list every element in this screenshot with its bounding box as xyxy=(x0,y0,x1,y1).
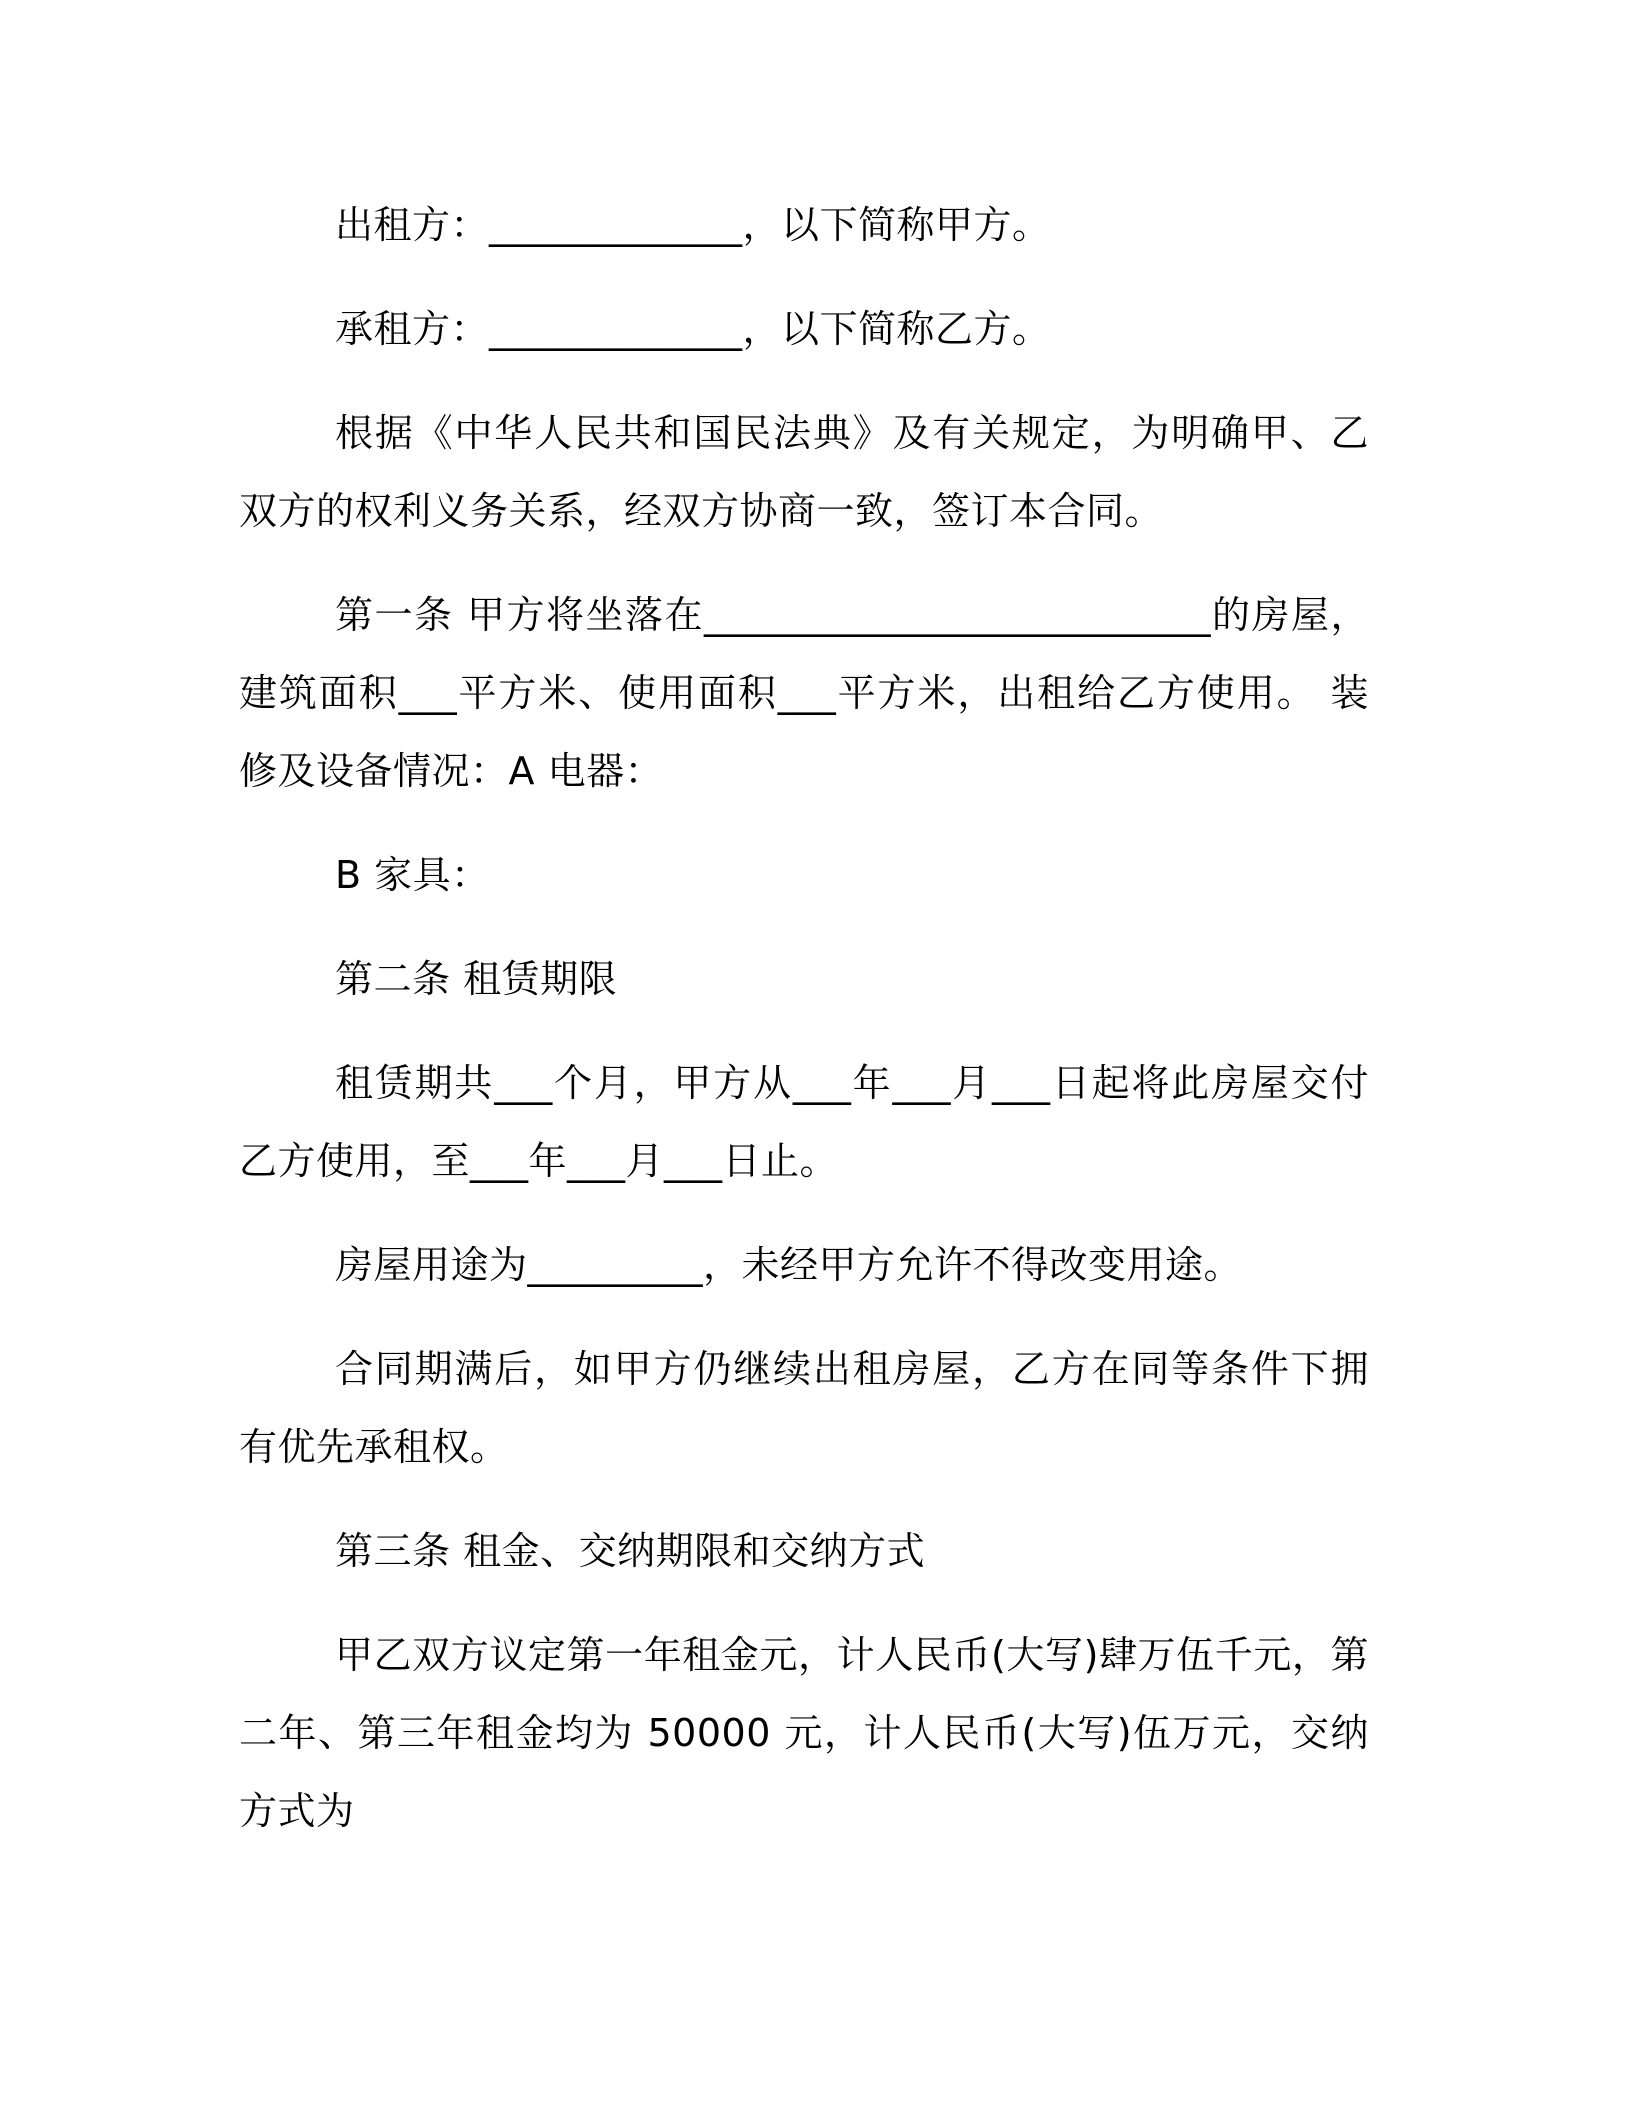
paragraph-rent-amount: 甲乙双方议定第一年租金元，计人民币(大写)肆万伍千元，第二年、第三年租金均为 50000 元，计人民币(大写)伍万元，交纳方式为 xyxy=(239,1633,1369,1833)
paragraph-lessee: 承租方：_____________，以下简称乙方。 xyxy=(335,307,1051,351)
paragraph-house-usage: 房屋用途为_________，未经甲方允许不得改变用途。 xyxy=(335,1243,1243,1287)
document-body xyxy=(239,186,1369,1850)
paragraph-renewal-priority: 合同期满后，如甲方仍继续出租房屋，乙方在同等条件下拥有优先承租权。 xyxy=(239,1347,1369,1469)
paragraph-legal-basis: 根据《中华人民共和国民法典》及有关规定，为明确甲、乙双方的权利义务关系，经双方协商一致，签订本合同。 xyxy=(239,411,1369,533)
paragraph-lessor: 出租方：_____________，以下简称甲方。 xyxy=(335,203,1051,247)
paragraph-furniture: B 家具： xyxy=(335,853,490,897)
heading-article-2: 第二条 租赁期限 xyxy=(335,957,618,1001)
paragraph-lease-term: 租赁期共___个月，甲方从___年___月___日起将此房屋交付乙方使用，至___年___月___日止。 xyxy=(239,1061,1369,1183)
paragraph-article-1: 第一条 甲方将坐落在__________________________的房屋，建筑面积___平方米、使用面积___平方米，出租给乙方使用。 装修及设备情况：A 电器： xyxy=(239,593,1369,793)
heading-article-3: 第三条 租金、交纳期限和交纳方式 xyxy=(335,1529,926,1573)
